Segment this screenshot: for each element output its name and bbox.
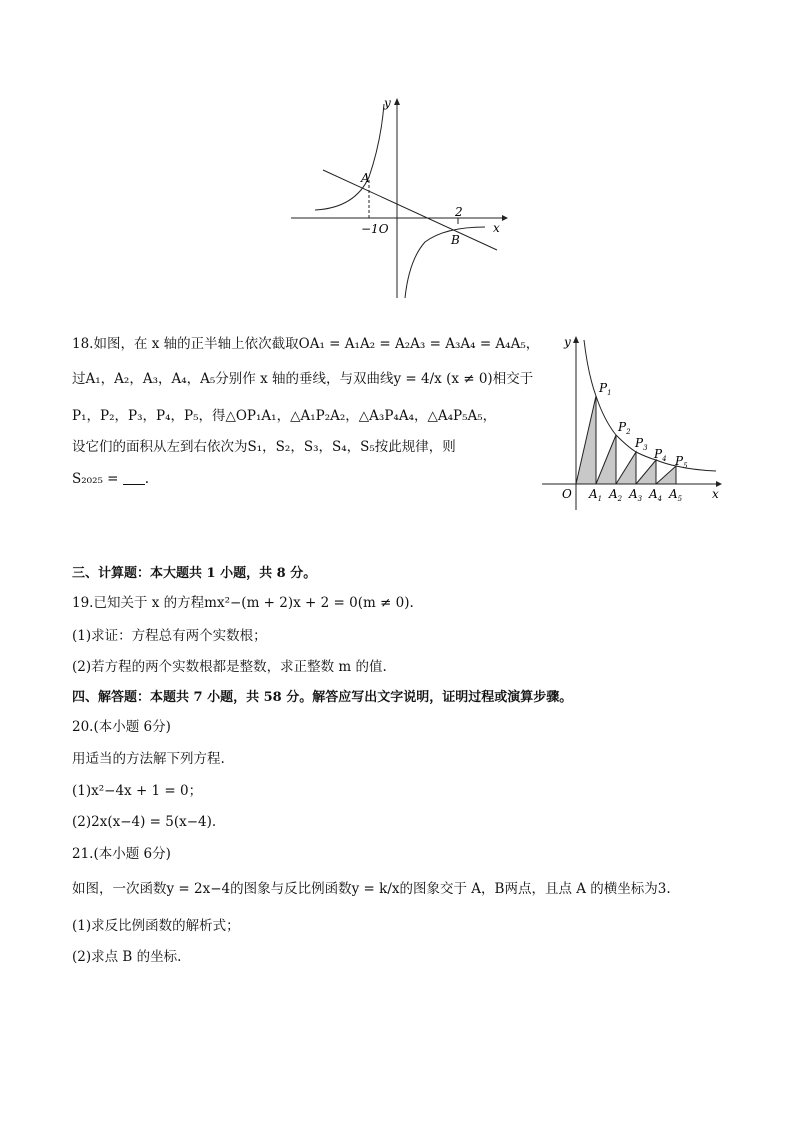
q18-line1: 18.如图，在 x 轴的正半轴上依次截取OA₁ = A₁A₂ = A₂A₃ = A₃A₄ = A₄A₅， <box>72 336 540 352</box>
fig2-y-axis-arrow <box>573 336 579 343</box>
y-axis-arrow <box>394 98 400 105</box>
linear-function-line <box>323 170 497 250</box>
q20-part1: (1)x²−4x + 1 = 0； <box>72 783 203 799</box>
label-p3: $P_3$ <box>635 436 648 452</box>
q18-line2: 过A₁，A₂，A₃，A₄，A₅分别作 x 轴的垂线，与双曲线y = 4/x (x ≠ 0)相交于 <box>72 371 534 387</box>
label-a4: $A_4$ <box>649 487 663 503</box>
triangle-2 <box>596 435 616 484</box>
triangle-4 <box>636 460 656 484</box>
label-a2: $A_2$ <box>609 487 623 503</box>
fig1-label-y: y <box>384 96 391 110</box>
section3-heading: 三、计算题：本大题共 1 小题，共 8 分。 <box>72 566 317 581</box>
q19-part2: (2)若方程的两个实数根都是整数，求正整数 m 的值. <box>72 659 387 675</box>
label-a5: $A_5$ <box>669 487 683 503</box>
label-p1: $P_1$ <box>599 381 612 397</box>
q18-answer-prefix: S₂₀₂₅ = <box>72 471 123 487</box>
q18-answer-suffix: . <box>144 471 150 487</box>
q21-intro: 如图，一次函数y = 2x−4的图象与反比例函数y = k/x的图象交于 A，B两点，且点 A 的横坐标为3. <box>72 881 671 897</box>
q20-header: 20.(本小题 6分) <box>72 719 171 735</box>
fig2-label-x: x <box>712 487 719 501</box>
q18-line5 <box>72 470 149 488</box>
q18-line4: 设它们的面积从左到右依次为S₁，S₂，S₃，S₄，S₅按此规律，则 <box>72 439 456 455</box>
fig1-label-b: B <box>451 233 460 247</box>
label-p5: $P_5$ <box>675 454 688 470</box>
triangle-3 <box>616 452 636 484</box>
fig2-hyperbola <box>584 340 716 471</box>
q21-part1: (1)求反比例函数的解析式； <box>72 918 240 934</box>
fig2-label-y: y <box>564 335 571 349</box>
label-a1: $A_1$ <box>589 487 603 503</box>
triangle-1 <box>576 396 596 484</box>
fig1-label-x: x <box>493 221 500 235</box>
fig1-label-two: 2 <box>455 205 463 219</box>
q20-part2: (2)2x(x−4) = 5(x−4). <box>72 814 217 830</box>
fig1-label-a: A <box>361 171 370 185</box>
fig2-label-o: O <box>562 487 572 501</box>
q18-line3: P₁，P₂，P₃，P₄，P₅，得△OP₁A₁，△A₁P₂A₂，△A₃P₄A₄，△A₄P₅A₅， <box>72 408 497 424</box>
label-p2: $P_2$ <box>618 420 631 436</box>
q19-part1: (1)求证：方程总有两个实数根； <box>72 628 267 644</box>
label-a3: $A_3$ <box>629 487 643 503</box>
figure-hyperbola-triangles <box>538 334 728 516</box>
q20-intro: 用适当的方法解下列方程. <box>72 751 225 767</box>
fig1-label-neg1-o: −1O <box>361 222 389 236</box>
section4-heading: 四、解答题：本题共 7 小题，共 58 分。解答应写出文字说明，证明过程或演算步骤。 <box>72 690 573 705</box>
triangle-5 <box>656 466 676 484</box>
q21-header: 21.(本小题 6分) <box>72 846 171 862</box>
answer-blank <box>123 472 145 485</box>
hyperbola-branch-right <box>405 227 485 298</box>
q21-part2: (2)求点 B 的坐标. <box>72 949 182 965</box>
q19-stem: 19.已知关于 x 的方程mx²−(m + 2)x + 2 = 0(m ≠ 0). <box>72 595 414 611</box>
x-axis-arrow <box>502 215 508 221</box>
label-p4: $P_4$ <box>654 447 667 463</box>
hyperbola-branch-left <box>315 104 384 210</box>
figure-line-hyperbola <box>285 92 510 304</box>
